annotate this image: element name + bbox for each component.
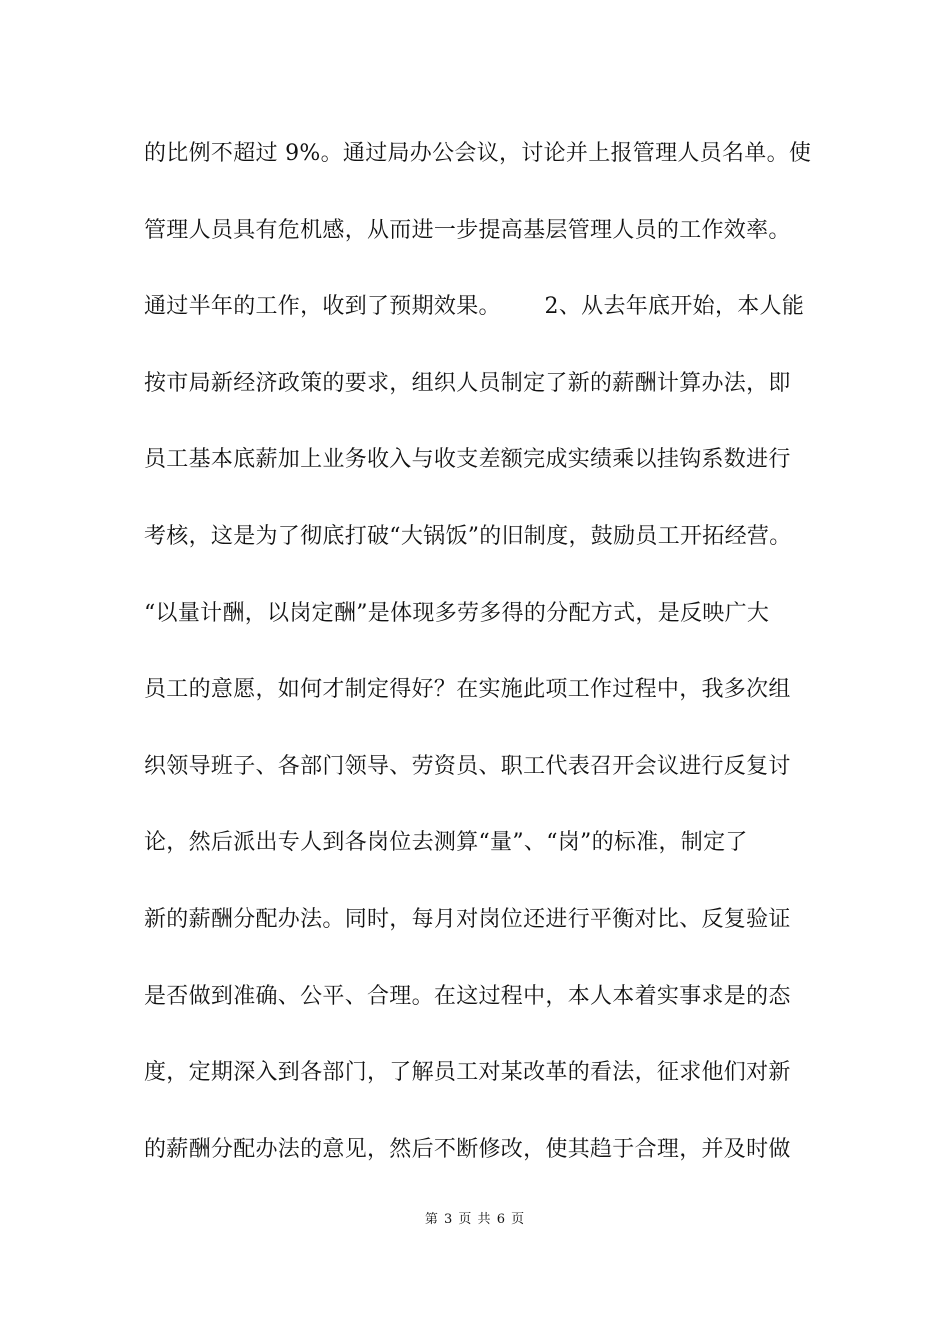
text-line: 论，然后派出专人到各岗位去测算“量”、“岗”的标准，制定了	[144, 830, 748, 856]
text-line: 是否做到准确、公平、合理。在这过程中，本人本着实事求是的态	[144, 983, 791, 1009]
text-line: 按市局新经济政策的要求，组织人员制定了新的薪酬计算办法，即	[144, 370, 791, 396]
page-number-footer: 第 3 页 共 6 页	[424, 1212, 526, 1227]
text-line: 管理人员具有危机感，从而进一步提高基层管理人员的工作效率。	[144, 217, 791, 243]
text-line: 员工基本底薪加上业务收入与收支差额完成实绩乘以挂钩系数进行	[144, 447, 791, 473]
body-text	[144, 130, 824, 1202]
text-line: 考核，这是为了彻底打破“大锅饭”的旧制度，鼓励员工开拓经营。	[144, 523, 792, 549]
text-line: 织领导班子、各部门领导、劳资员、职工代表召开会议进行反复讨	[144, 753, 791, 779]
text-line: 新的薪酬分配办法。同时，每月对岗位还进行平衡对比、反复验证	[144, 906, 791, 932]
text-line: “以量计酬，以岗定酬”是体现多劳多得的分配方式，是反映广大	[144, 600, 770, 626]
text-line: 员工的意愿，如何才制定得好？在实施此项工作过程中，我多次组	[144, 677, 791, 703]
text-line: 通过半年的工作，收到了预期效果。 2、从去年底开始，本人能	[144, 294, 805, 320]
text-line: 度，定期深入到各部门，了解员工对某改革的看法，征求他们对新	[144, 1060, 791, 1086]
text-line: 的比例不超过 9%。通过局办公会议，讨论并上报管理人员名单。使	[144, 141, 812, 166]
text-line: 的薪酬分配办法的意见，然后不断修改，使其趋于合理，并及时做	[144, 1136, 791, 1162]
